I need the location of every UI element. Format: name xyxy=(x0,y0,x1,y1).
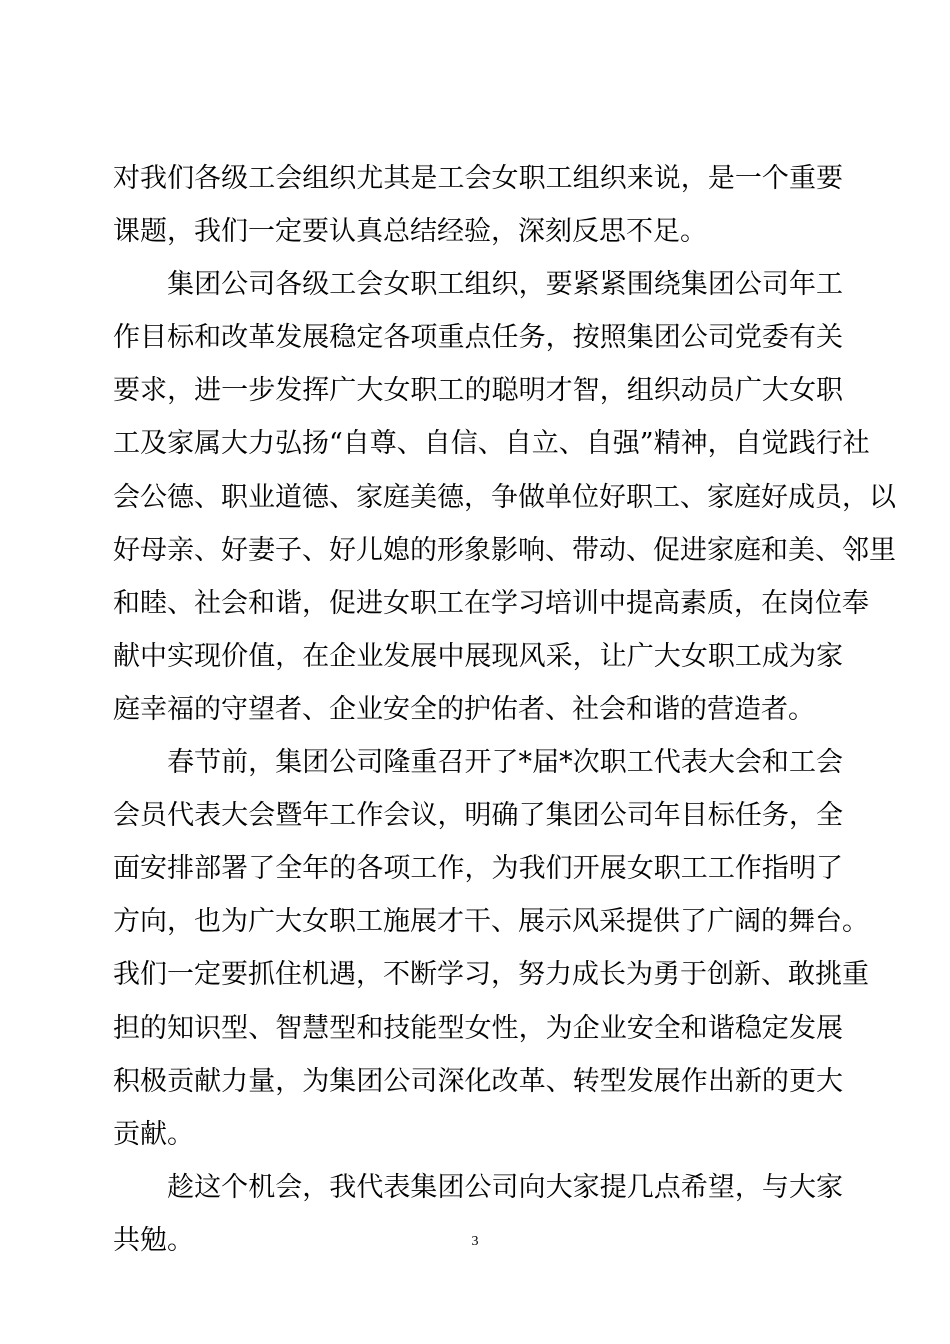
text-line: 好母亲、好妻子、好儿媳的形象影响、带动、促进家庭和美、邻里 xyxy=(113,534,896,566)
text-line: 要求，进一步发挥广大女职工的聪明才智，组织动员广大女职 xyxy=(113,375,843,407)
text-line: 献中实现价值，在企业发展中展现风采，让广大女职工成为家 xyxy=(113,640,843,672)
text-line: 作目标和改革发展稳定各项重点任务，按照集团公司党委有关 xyxy=(113,322,843,354)
text-line: 对我们各级工会组织尤其是工会女职工组织来说，是一个重要 xyxy=(113,163,843,194)
text-line: 会公德、职业道德、家庭美德，争做单位好职工、家庭好成员，以 xyxy=(113,481,896,513)
text-line: 担的知识型、智慧型和技能型女性，为企业安全和谐稳定发展 xyxy=(113,1012,843,1044)
body-text xyxy=(113,152,896,1267)
text-line: 集团公司各级工会女职工组织，要紧紧围绕集团公司年工 xyxy=(113,269,843,301)
text-line: 贡献。 xyxy=(113,1118,194,1150)
text-line: 会员代表大会暨年工作会议，明确了集团公司年目标任务，全 xyxy=(113,800,843,832)
page-number: 3 xyxy=(471,1234,479,1249)
text-line: 方向，也为广大女职工施展才干、展示风采提供了广阔的舞台。 xyxy=(113,906,869,938)
text-line: 春节前，集团公司隆重召开了*届*次职工代表大会和工会 xyxy=(113,747,843,779)
text-line: 共勉。 xyxy=(113,1224,194,1256)
text-line: 庭幸福的守望者、企业安全的护佑者、社会和谐的营造者。 xyxy=(113,693,815,725)
text-line: 面安排部署了全年的各项工作，为我们开展女职工工作指明了 xyxy=(113,853,843,885)
text-line: 我们一定要抓住机遇，不断学习，努力成长为勇于创新、敢挑重 xyxy=(113,959,869,991)
text-line: 工及家属大力弘扬“自尊、自信、自立、自强”精神，自觉践行社 xyxy=(113,428,870,460)
text-line: 和睦、社会和谐，促进女职工在学习培训中提高素质，在岗位奉 xyxy=(113,587,869,619)
text-line: 积极贡献力量，为集团公司深化改革、转型发展作出新的更大 xyxy=(113,1065,843,1097)
text-line: 课题，我们一定要认真总结经验，深刻反思不足。 xyxy=(113,216,707,248)
text-line: 趁这个机会，我代表集团公司向大家提几点希望，与大家 xyxy=(113,1171,843,1203)
